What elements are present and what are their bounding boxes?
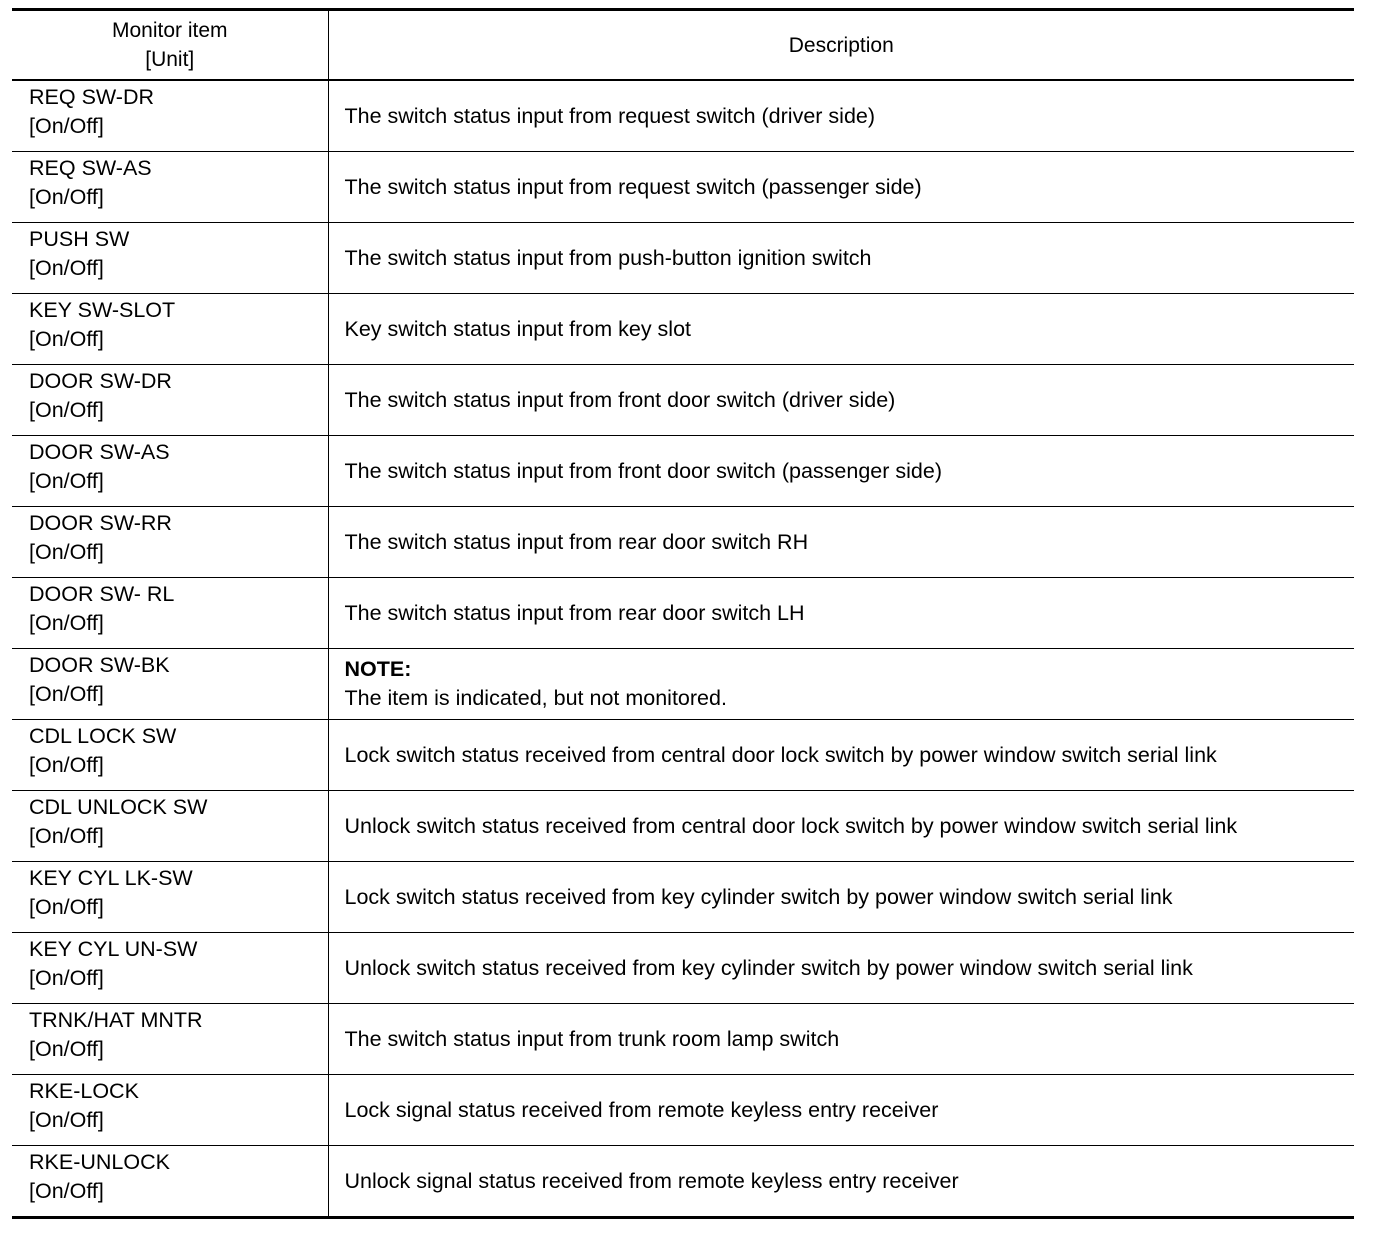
description-cell bbox=[328, 578, 1354, 649]
monitor-item-cell bbox=[12, 649, 328, 720]
monitor-item-cell bbox=[12, 80, 328, 152]
description-text: Unlock switch status received from central door lock switch by power window switch serial link bbox=[344, 813, 1238, 838]
monitor-item-cell bbox=[12, 1146, 328, 1218]
description-text: The switch status input from rear door switch LH bbox=[344, 600, 805, 625]
header-monitor-item bbox=[12, 10, 328, 81]
description-cell bbox=[328, 80, 1354, 152]
monitor-item-cell bbox=[12, 365, 328, 436]
monitor-item-name: REQ SW-AS bbox=[29, 156, 152, 180]
table-row bbox=[12, 862, 1354, 933]
monitor-item-name: KEY CYL LK-SW bbox=[29, 866, 193, 890]
monitor-item-unit: [On/Off] bbox=[29, 1037, 104, 1061]
monitor-item-name: DOOR SW- RL bbox=[29, 582, 175, 606]
monitor-item-name: CDL UNLOCK SW bbox=[29, 795, 208, 819]
table-row bbox=[12, 80, 1354, 152]
monitor-item-unit: [On/Off] bbox=[29, 469, 104, 493]
description-text: The switch status input from rear door switch RH bbox=[344, 529, 809, 554]
monitor-item-unit: [On/Off] bbox=[29, 327, 104, 351]
header-description: Description bbox=[328, 10, 1354, 81]
monitor-item-cell bbox=[12, 933, 328, 1004]
monitor-item-unit: [On/Off] bbox=[29, 824, 104, 848]
monitor-item-name: KEY SW-SLOT bbox=[29, 298, 176, 322]
monitor-item-cell bbox=[12, 223, 328, 294]
description-cell bbox=[328, 365, 1354, 436]
table-row bbox=[12, 649, 1354, 720]
header-item-title: Monitor item bbox=[111, 19, 228, 42]
monitor-item-unit: [On/Off] bbox=[29, 895, 104, 919]
table-row bbox=[12, 578, 1354, 649]
table-row bbox=[12, 1004, 1354, 1075]
description-text: The switch status input from trunk room lamp switch bbox=[344, 1026, 840, 1051]
header-item-unit: [Unit] bbox=[145, 48, 195, 71]
monitor-item-name: DOOR SW-DR bbox=[29, 369, 172, 393]
table-row bbox=[12, 365, 1354, 436]
monitor-item-cell bbox=[12, 1004, 328, 1075]
description-cell bbox=[328, 152, 1354, 223]
monitor-item-name: RKE-LOCK bbox=[29, 1079, 139, 1103]
monitor-item-name: REQ SW-DR bbox=[29, 85, 155, 109]
table-row bbox=[12, 152, 1354, 223]
table-row bbox=[12, 223, 1354, 294]
monitor-item-cell bbox=[12, 436, 328, 507]
monitor-item-unit: [On/Off] bbox=[29, 682, 104, 706]
monitor-item-cell bbox=[12, 294, 328, 365]
description-text: Unlock switch status received from key cylinder switch by power window switch serial link bbox=[344, 955, 1193, 980]
monitor-item-cell bbox=[12, 152, 328, 223]
description-cell bbox=[328, 720, 1354, 791]
monitor-item-name: DOOR SW-RR bbox=[29, 511, 172, 535]
description-cell bbox=[328, 436, 1354, 507]
monitor-item-cell bbox=[12, 578, 328, 649]
description-cell bbox=[328, 1146, 1354, 1218]
table-row bbox=[12, 507, 1354, 578]
monitor-item-table bbox=[12, 8, 1354, 1219]
monitor-item-name: DOOR SW-BK bbox=[29, 653, 170, 677]
table-body bbox=[12, 80, 1354, 1218]
table-row bbox=[12, 720, 1354, 791]
monitor-item-cell bbox=[12, 720, 328, 791]
description-cell bbox=[328, 933, 1354, 1004]
monitor-item-unit: [On/Off] bbox=[29, 966, 104, 990]
note-label: NOTE: bbox=[344, 657, 412, 681]
description-cell bbox=[328, 507, 1354, 578]
description-text: The switch status input from push-button ignition switch bbox=[344, 245, 872, 270]
monitor-item-cell bbox=[12, 1075, 328, 1146]
description-cell bbox=[328, 294, 1354, 365]
description-cell bbox=[328, 223, 1354, 294]
monitor-item-unit: [On/Off] bbox=[29, 753, 104, 777]
monitor-item-unit: [On/Off] bbox=[29, 1108, 104, 1132]
description-text: Key switch status input from key slot bbox=[344, 316, 692, 341]
monitor-item-cell bbox=[12, 862, 328, 933]
monitor-item-unit: [On/Off] bbox=[29, 398, 104, 422]
monitor-item-name: TRNK/HAT MNTR bbox=[29, 1008, 203, 1032]
monitor-item-cell bbox=[12, 507, 328, 578]
description-cell bbox=[328, 649, 1354, 720]
description-text: The switch status input from front door switch (driver side) bbox=[344, 387, 896, 412]
description-cell bbox=[328, 1075, 1354, 1146]
monitor-item-name: PUSH SW bbox=[29, 227, 130, 251]
description-cell bbox=[328, 862, 1354, 933]
monitor-item-unit: [On/Off] bbox=[29, 114, 104, 138]
description-text: Unlock signal status received from remote keyless entry receiver bbox=[344, 1168, 959, 1193]
monitor-item-name: CDL LOCK SW bbox=[29, 724, 177, 748]
description-text: The switch status input from front door switch (passenger side) bbox=[344, 458, 942, 483]
table-row bbox=[12, 294, 1354, 365]
monitor-item-name: RKE-UNLOCK bbox=[29, 1150, 170, 1174]
description-text: Lock switch status received from key cylinder switch by power window switch serial link bbox=[344, 884, 1173, 909]
table-row bbox=[12, 1146, 1354, 1218]
monitor-item-unit: [On/Off] bbox=[29, 1179, 104, 1203]
description-cell bbox=[328, 1004, 1354, 1075]
table-row bbox=[12, 436, 1354, 507]
table-row bbox=[12, 933, 1354, 1004]
monitor-item-unit: [On/Off] bbox=[29, 540, 104, 564]
description-text: Lock signal status received from remote keyless entry receiver bbox=[344, 1097, 939, 1122]
description-text: Lock switch status received from central door lock switch by power window switch serial link bbox=[344, 742, 1217, 767]
monitor-item-cell bbox=[12, 791, 328, 862]
monitor-item-name: DOOR SW-AS bbox=[29, 440, 170, 464]
description-text: The item is indicated, but not monitored. bbox=[344, 686, 727, 710]
monitor-item-unit: [On/Off] bbox=[29, 611, 104, 635]
monitor-item-unit: [On/Off] bbox=[29, 185, 104, 209]
description-text: The switch status input from request switch (driver side) bbox=[344, 103, 876, 128]
description-cell bbox=[328, 791, 1354, 862]
monitor-item-unit: [On/Off] bbox=[29, 256, 104, 280]
monitor-item-name: KEY CYL UN-SW bbox=[29, 937, 198, 961]
table-row bbox=[12, 791, 1354, 862]
table-header-row bbox=[12, 10, 1354, 81]
description-text: The switch status input from request switch (passenger side) bbox=[344, 174, 922, 199]
table-row bbox=[12, 1075, 1354, 1146]
